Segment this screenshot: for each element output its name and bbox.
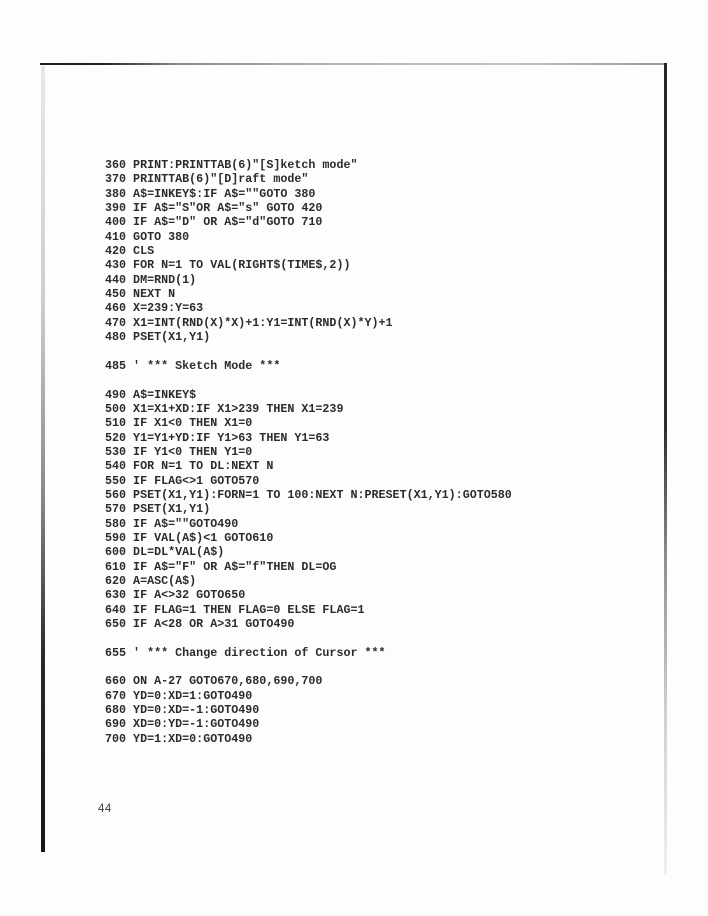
code-line: 680 YD=0:XD=-1:GOTO490 — [105, 703, 260, 718]
code-line: 550 IF FLAG<>1 GOTO570 — [105, 473, 260, 488]
code-line: 670 YD=0:XD=1:GOTO490 — [105, 688, 253, 703]
code-line: 610 IF A$="F" OR A$="f"THEN DL=OG — [105, 559, 337, 574]
code-line: 690 XD=0:YD=-1:GOTO490 — [105, 717, 260, 732]
code-line: 655 ' *** Change direction of Cursor *** — [105, 645, 386, 660]
top-rule — [40, 63, 667, 65]
code-line: 410 GOTO 380 — [105, 229, 190, 244]
code-line: 650 IF A<28 OR A>31 GOTO490 — [105, 617, 295, 631]
code-line — [105, 373, 512, 387]
code-line: 440 DM=RND(1) — [105, 272, 197, 287]
code-line: 640 IF FLAG=1 THEN FLAG=0 ELSE FLAG=1 — [105, 602, 365, 617]
code-line: 450 NEXT N — [105, 287, 176, 302]
code-line: 590 IF VAL(A$)<1 GOTO610 — [105, 530, 274, 545]
left-margin-rule — [41, 66, 45, 852]
code-line: 400 IF A$="D" OR A$="d"GOTO 710 — [105, 215, 323, 230]
code-line: 490 A$=INKEY$ — [105, 387, 197, 402]
code-line — [105, 344, 512, 358]
code-line — [105, 660, 512, 674]
code-line: 460 X=239:Y=63 — [105, 301, 204, 316]
code-line: 510 IF X1<0 THEN X1=0 — [105, 416, 253, 431]
code-line: 520 Y1=Y1+YD:IF Y1>63 THEN Y1=63 — [105, 430, 330, 445]
basic-code-listing — [105, 158, 512, 746]
code-line: 620 A=ASC(A$) — [105, 573, 197, 588]
page-number: 44 — [98, 803, 112, 815]
code-line: 420 CLS — [105, 244, 155, 259]
code-line — [105, 631, 512, 645]
code-line: 570 PSET(X1,Y1) — [105, 502, 211, 517]
code-line: 540 FOR N=1 TO DL:NEXT N — [105, 459, 274, 474]
code-line: 580 IF A$=""GOTO490 — [105, 516, 239, 531]
code-line: 470 X1=INT(RND(X)*X)+1:Y1=INT(RND(X)*Y)+1 — [105, 315, 393, 330]
code-line: 700 YD=1:XD=0:GOTO490 — [105, 731, 253, 746]
code-line: 530 IF Y1<0 THEN Y1=0 — [105, 444, 253, 459]
code-line: 600 DL=DL*VAL(A$) — [105, 545, 225, 560]
code-line: 390 IF A$="S"OR A$="s" GOTO 420 — [105, 201, 323, 216]
code-line: 370 PRINTTAB(6)"[D]raft mode" — [105, 172, 309, 187]
code-line: 485 ' *** Sketch Mode *** — [105, 358, 281, 373]
code-line: 360 PRINT:PRINTTAB(6)"[S]ketch mode" — [105, 158, 358, 172]
code-line: 560 PSET(X1,Y1):FORN=1 TO 100:NEXT N:PRESET(X1,Y1):GOTO580 — [105, 487, 512, 502]
right-margin-rule — [664, 63, 667, 875]
code-line: 480 PSET(X1,Y1) — [105, 330, 211, 345]
code-line: 380 A$=INKEY$:IF A$=""GOTO 380 — [105, 186, 316, 201]
code-line: 430 FOR N=1 TO VAL(RIGHT$(TIME$,2)) — [105, 258, 351, 273]
code-line: 660 ON A-27 GOTO670,680,690,700 — [105, 674, 323, 689]
code-line: 500 X1=X1+XD:IF X1>239 THEN X1=239 — [105, 401, 344, 416]
code-line: 630 IF A<>32 GOTO650 — [105, 588, 246, 603]
